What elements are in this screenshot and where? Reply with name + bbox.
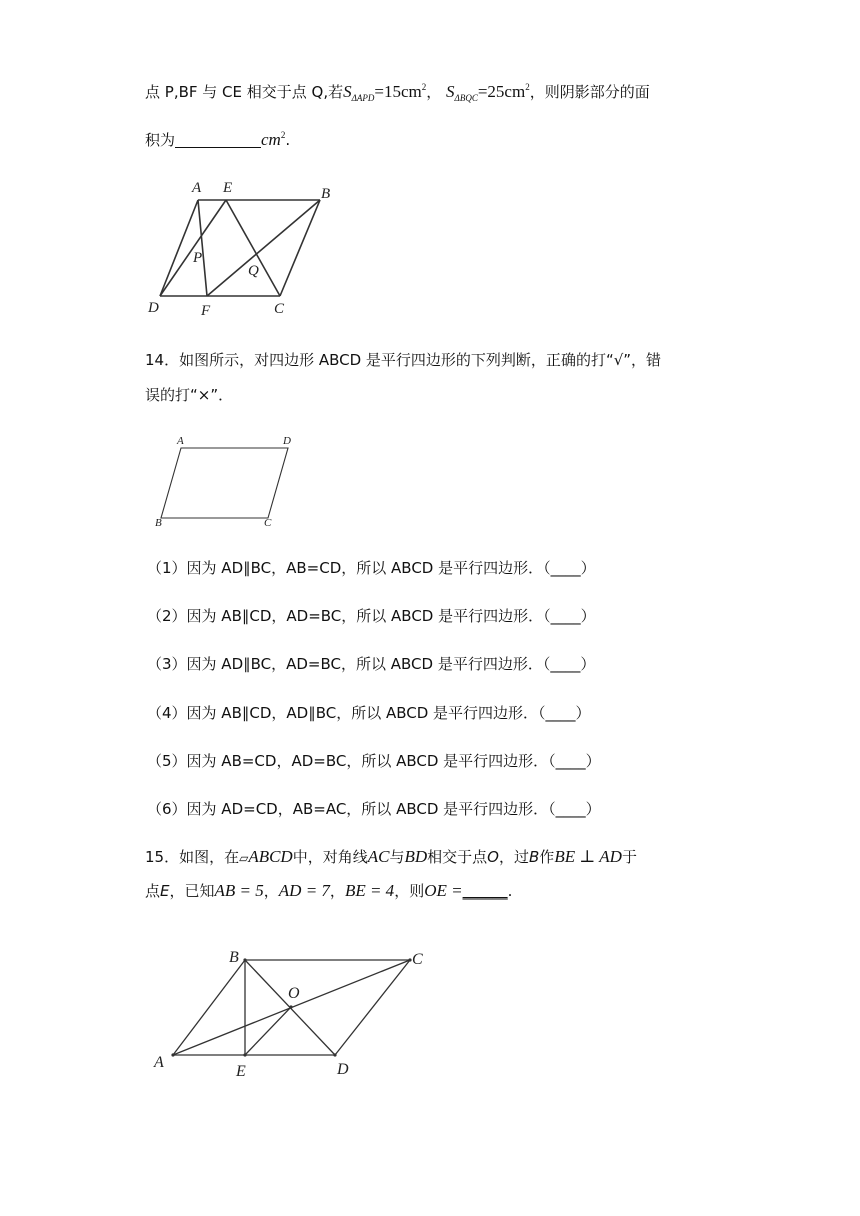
q14-line-2: 误的打“×”． [145, 386, 234, 404]
q13-line-1: 点 P,BF 与 CE 相交于点 Q,若$S_{\Delta APD}=15cm^2$， $S_{\Delta BQC}=25cm^2$，则阴影部分的面 [145, 82, 650, 103]
label-a: A [154, 1054, 164, 1071]
unit: $cm^2$ [261, 130, 286, 149]
q14-item-3: （3）因为 AD∥BC，AD=BC，所以 ABCD 是平行四边形．（____） [147, 655, 596, 673]
answer-blank [175, 131, 261, 148]
q14-line-1: 14．如图所示，对四边形 ABCD 是平行四边形的下列判断，正确的打“√”，错 [145, 351, 662, 369]
area-apd: $S_{\Delta APD}=15cm^2$ [343, 82, 427, 103]
q14-item-4: （4）因为 AB∥CD，AD∥BC，所以 ABCD 是平行四边形．（____） [147, 704, 591, 722]
label-e: E [223, 180, 233, 196]
label-c: C [274, 301, 285, 317]
area-bqc: $S_{\Delta BQC}=25cm^2$ [446, 82, 530, 103]
label-b: B [155, 517, 162, 529]
label-q: Q [248, 263, 259, 279]
label-b: B [229, 949, 239, 966]
label-d: D [283, 435, 291, 447]
q15-line-1: 15．如图，在▱ABCD中，对角线AC与BD相交于点O，过B作BE ⊥ AD于 [145, 847, 637, 866]
label-f: F [201, 303, 211, 319]
label-p: P [193, 250, 203, 266]
label-a: A [192, 180, 202, 196]
label-o: O [288, 985, 300, 1002]
label-a: A [177, 435, 184, 447]
figure-14 [150, 430, 310, 530]
q14-item-5: （5）因为 AB=CD，AD=BC，所以 ABCD 是平行四边形．（____） [147, 752, 601, 770]
label-d: D [148, 300, 159, 316]
label-b: B [321, 186, 331, 202]
q14-item-2: （2）因为 AB∥CD，AD=BC，所以 ABCD 是平行四边形．（____） [147, 607, 596, 625]
q13-text: 点 P,BF 与 CE 相交于点 Q,若 [145, 83, 344, 101]
label-c: C [264, 517, 272, 529]
figure-15 [150, 940, 440, 1085]
q14-item-1: （1）因为 AD∥BC，AB=CD，所以 ABCD 是平行四边形．（____） [147, 559, 596, 577]
q15-line-2: 点E，已知AB = 5，AD = 7，BE = 4，则OE =______. [145, 881, 513, 900]
label-d: D [337, 1061, 349, 1078]
figure-13 [140, 175, 340, 320]
label-e: E [236, 1063, 246, 1080]
q14-item-6: （6）因为 AD=CD，AB=AC，所以 ABCD 是平行四边形．（____） [147, 800, 601, 818]
label-c: C [412, 951, 423, 968]
q13-line-2: 积为 $cm^2$. [145, 130, 291, 149]
